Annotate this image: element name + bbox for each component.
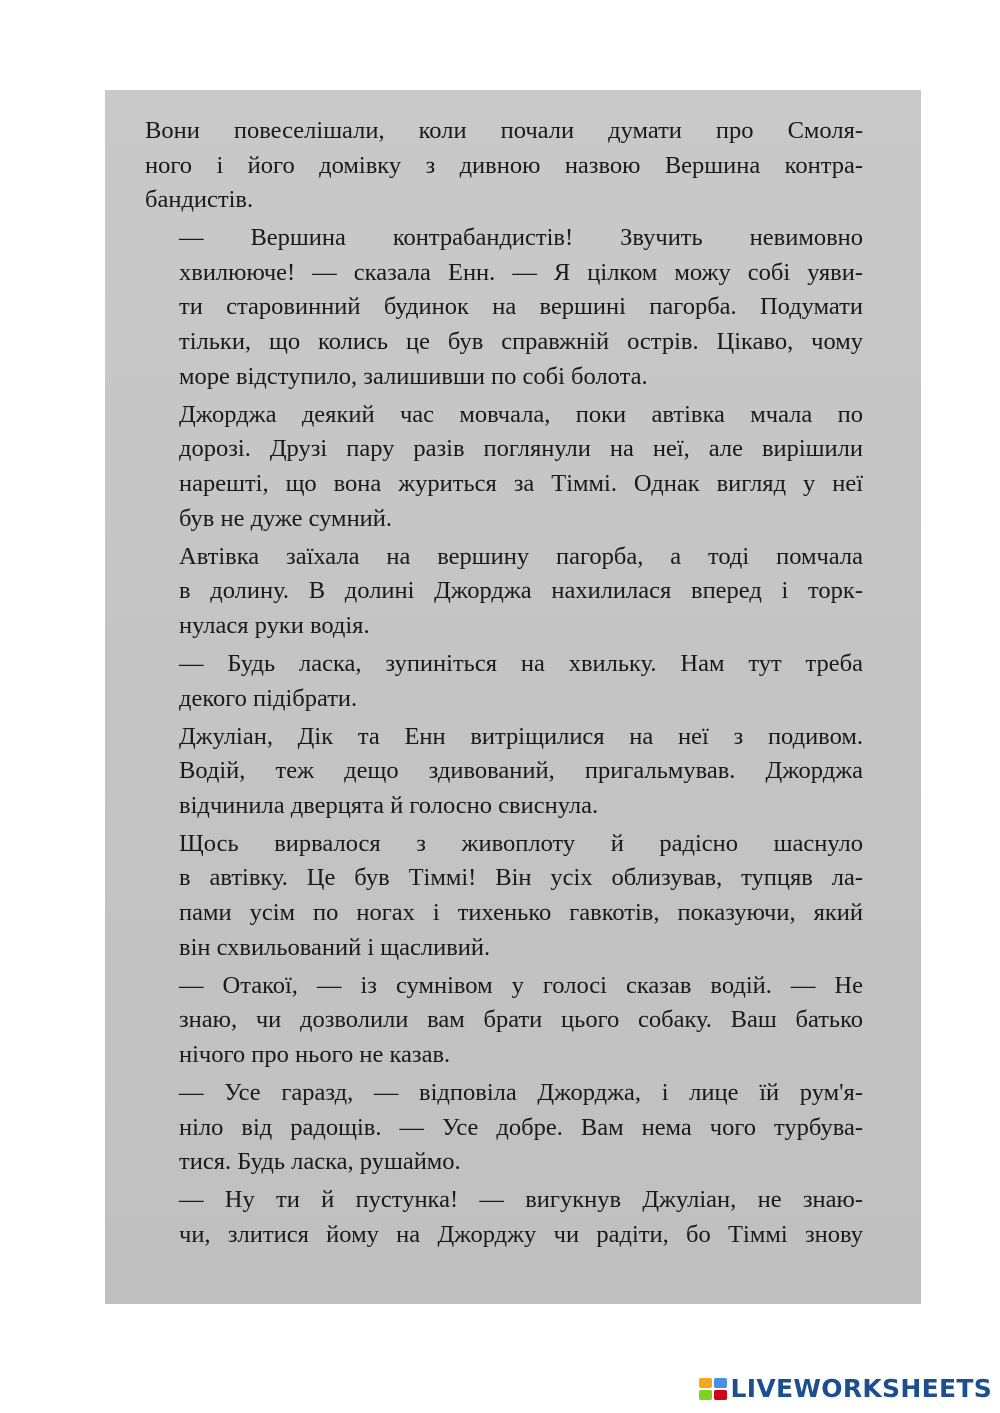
text-line: чи, злитися йому на Джорджу чи радіти, бо Тіммі знову bbox=[179, 1220, 863, 1248]
brand-name: LIVEWORKSHEETS bbox=[730, 1374, 992, 1403]
text-line: — Вершина контрабандистів! Звучить невимовно bbox=[179, 224, 863, 252]
text-line: — Ну ти й пустунка! — вигукнув Джуліан, не знаю- bbox=[179, 1186, 863, 1214]
text-line: Джорджа деякий час мовчала, поки автівка мчала по bbox=[179, 400, 863, 428]
paragraph bbox=[145, 1076, 863, 1180]
text-line: декого підібрати. bbox=[179, 684, 358, 712]
paragraph bbox=[145, 114, 863, 218]
text-line: — Будь ласка, зупиніться на хвильку. Нам тут треба bbox=[179, 649, 863, 677]
text-line: Вони повеселішали, коли почали думати про Смоля- bbox=[145, 117, 863, 144]
text-line: знаю, чи дозволили вам брати цього собаку. Ваш батько bbox=[179, 1006, 863, 1034]
paragraph bbox=[145, 647, 863, 716]
text-line: — Отакої, — із сумнівом у голосі сказав водій. — Не bbox=[179, 971, 863, 999]
text-line: — Усе гаразд, — відповіла Джорджа, і лице їй рум'я- bbox=[179, 1079, 863, 1107]
text-line: хвилююче! — сказала Енн. — Я цілком можу собі уяви- bbox=[179, 258, 863, 286]
text-line: пами усім по ногах і тихенько гавкотів, показуючи, який bbox=[179, 899, 863, 927]
text-line: дорозі. Друзі пару разів поглянули на неї, але вирішили bbox=[179, 435, 863, 463]
page-text bbox=[145, 114, 863, 1256]
paragraph bbox=[145, 540, 863, 644]
text-line: нічого про нього не казав. bbox=[179, 1040, 451, 1068]
text-line: бандистів. bbox=[145, 186, 254, 214]
text-line: він схвильований і щасливий. bbox=[179, 933, 491, 961]
text-line: Джуліан, Дік та Енн витріщилися на неї з подивом. bbox=[179, 722, 863, 750]
text-line: Автівка заїхала на вершину пагорба, а тоді помчала bbox=[179, 542, 863, 570]
text-line: був не дуже сумний. bbox=[179, 504, 393, 532]
paragraph bbox=[145, 221, 863, 394]
paragraph bbox=[145, 969, 863, 1073]
text-line: море відступило, залишивши по собі болота. bbox=[179, 362, 648, 390]
text-line: нулася руки водія. bbox=[179, 611, 370, 639]
paragraph bbox=[145, 827, 863, 965]
paragraph bbox=[145, 398, 863, 536]
brand-logo bbox=[699, 1374, 992, 1403]
text-line: в долину. В долині Джорджа нахилилася вперед і торк- bbox=[179, 577, 863, 605]
text-line: ного і його домівку з дивною назвою Вершина контра- bbox=[145, 151, 863, 179]
paragraph bbox=[145, 720, 863, 824]
text-line: тися. Будь ласка, рушаймо. bbox=[179, 1148, 461, 1176]
text-line: нарешті, що вона журиться за Тіммі. Однак вигляд у неї bbox=[179, 469, 863, 497]
text-line: Водій, теж дещо здивований, пригальмував. Джорджа bbox=[179, 757, 863, 785]
text-line: в автівку. Це був Тіммі! Він усіх облизував, тупцяв ла- bbox=[179, 864, 863, 892]
text-line: тільки, що колись це був справжній острів. Цікаво, чому bbox=[179, 328, 863, 356]
logo-icon bbox=[699, 1378, 727, 1400]
text-line: Щось вирвалося з живоплоту й радісно шаснуло bbox=[179, 829, 863, 857]
text-line: ніло від радощів. — Усе добре. Вам нема чого турбува- bbox=[179, 1113, 863, 1141]
scanned-book-page bbox=[105, 90, 921, 1304]
text-line: ти старовинний будинок на вершині пагорба. Подумати bbox=[179, 293, 863, 321]
text-line: відчинила дверцята й голосно свиснула. bbox=[179, 791, 599, 819]
paragraph bbox=[145, 1183, 863, 1252]
